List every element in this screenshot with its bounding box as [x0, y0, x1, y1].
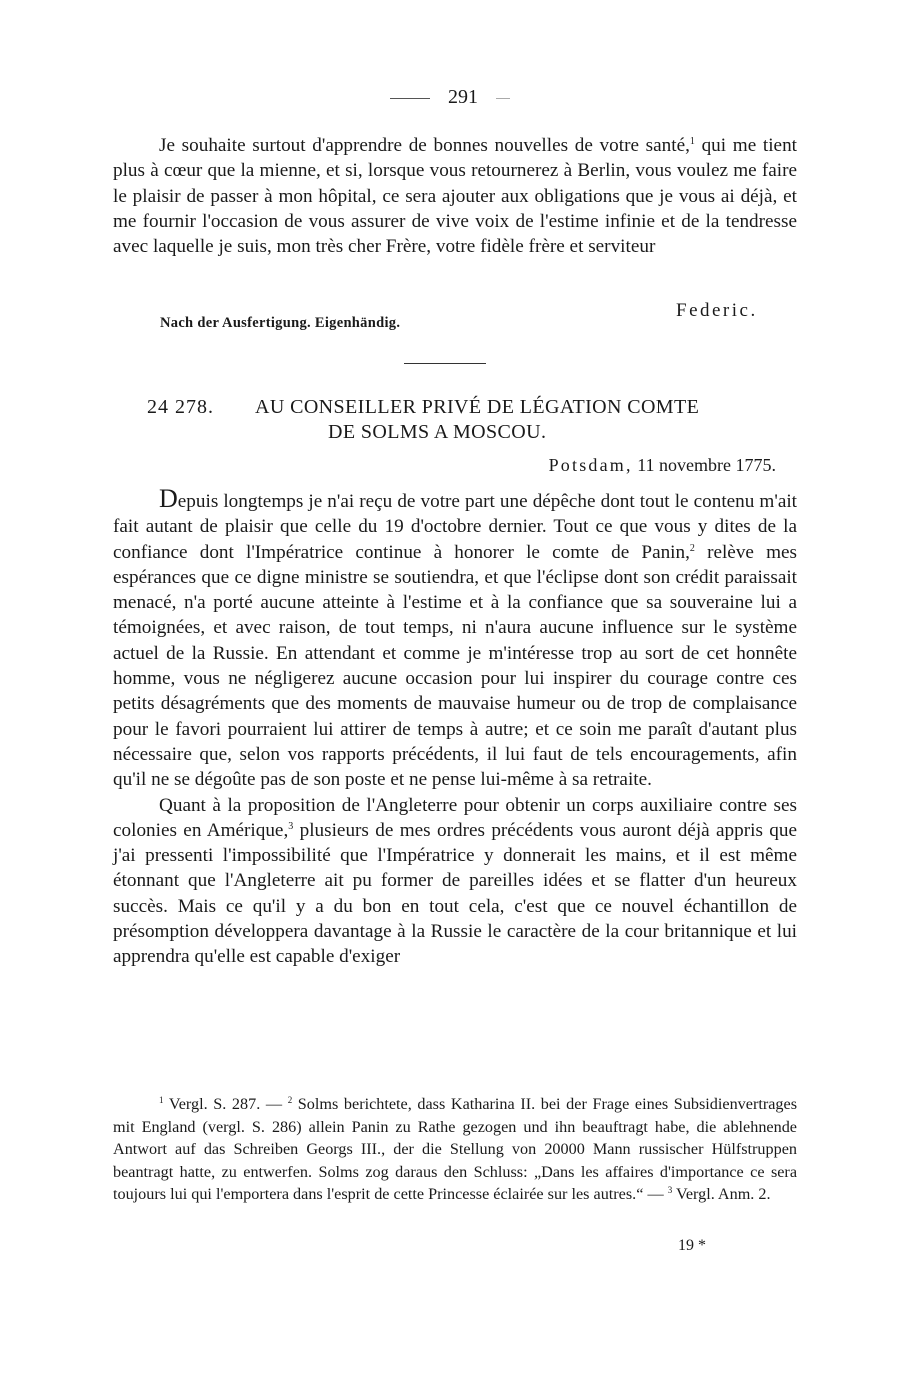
header-rule-left	[390, 98, 430, 99]
date-place: Potsdam,	[548, 455, 633, 475]
letter-body	[113, 486, 797, 970]
source-note: Nach der Ausfertigung. Eigenhändig.	[160, 315, 401, 331]
printer-signature-mark: 19 *	[678, 1237, 706, 1254]
initial-letter: D	[159, 484, 178, 513]
dateline	[549, 455, 776, 476]
document-number: 24 278.	[147, 396, 214, 418]
footnotes	[113, 1093, 797, 1206]
note-ref-2: 2	[689, 542, 695, 554]
footnote-text: $^1$ Vergl. S. 287. — $^2$ Solms berichtete, dass Katharina II. bei der Frage eines Subsidienvertrages mit England (vergl. S. 286) allein Panin zu Rathe gezogen und ihn beauftragt habe, die ablehnende Antwort auf das Schreiben Georgs III., der die Stellung von 20000 Mann russischer Hülfstruppen beantragt hatte, zu entwerfen. Solms zog daraus den Schluss: „Dans les affaires d'importance ce sera toujours lui qui l'emportera dans l'esprit de cette Princesse éclairée sur les autres.“ — $^3$ Vergl. Anm. 2.	[113, 1095, 797, 1204]
page-number: 291	[448, 86, 478, 108]
body-paragraph-2: Quant à la proposition de l'Angleterre pour obtenir un corps auxiliaire contre ses colonies en Amérique,$^3$ plusieurs de mes ordres précédents vous auront déjà appris que j'ai pressenti l'impossibilité que l'Impératrice y donnerait les mains, et il est même étonnant que l'Angleterre ait pu former de pareilles idées et se flatter d'un heureux succès. Mais ce qu'il y a du bon en tout cela, c'est que ce nouvel échantillon de présomption développera davantage à la Russie le caractère de la cour britannique et lui apprendra qu'elle est capable d'exiger	[113, 794, 797, 968]
note-ref-3: 3	[288, 820, 294, 832]
page-header	[0, 86, 900, 109]
date-value: 11 novembre 1775.	[632, 455, 776, 475]
body-paragraph-1: Depuis longtemps je n'ai reçu de votre part une dépêche dont tout le contenu m'ait fait autant de plaisir que celle du 19 d'octobre dernier. Tout ce que vous y dites de la confiance dont l'Impératrice continue à honorer le comte de Panin,$^2$ relève mes espérances que ce digne ministre se soutiendra, et que l'éclipse dont son crédit paraissait menacé, n'a porté aucune atteinte à l'estime et à la confiance que sa souveraine lui a témoignées, et avec raison, de tout temps, ni n'aura aucune influence sur le système actuel de la Russie. En attendant et comme je m'intéresse trop au sort de cet honnête homme, vous ne négligerez aucune occasion pour lui inspirer du courage contre ces petits désagréments que des moments de mauvaise humeur ou de trop de complaisance pour le favori pourraient lui attirer de temps à autre; et ce soin me paraît d'autant plus nécessaire que, selon vos rapports précédents, il lui faut de tels encouragements, afin qu'il ne se dégoûte pas de son poste et ne pense lui-même à sa retraite.	[113, 484, 797, 791]
document-title-line-1: AU CONSEILLER PRIVÉ DE LÉGATION COMTE	[255, 396, 700, 418]
section-divider	[404, 363, 486, 364]
header-rule-right	[496, 98, 510, 99]
closing-paragraph: Je souhaite surtout d'apprendre de bonnes nouvelles de votre santé,$^1$ qui me tient plus à cœur que la mienne, et si, lorsque vous retournerez à Berlin, vous voulez me faire le plaisir de passer à mon hôpital, ce sera ajouter aux obligations que je vous ai déjà, et me fournir l'occasion de vous assurer de vive voix de l'estime infinie et de la tendresse avec laquelle je suis, mon très cher Frère, votre fidèle frère et serviteur	[113, 135, 797, 258]
document-title-line-2: DE SOLMS A MOSCOU.	[328, 421, 547, 443]
signature: Federic.	[676, 300, 758, 321]
letter-closing	[113, 133, 797, 259]
note-ref-1: 1	[689, 136, 695, 147]
